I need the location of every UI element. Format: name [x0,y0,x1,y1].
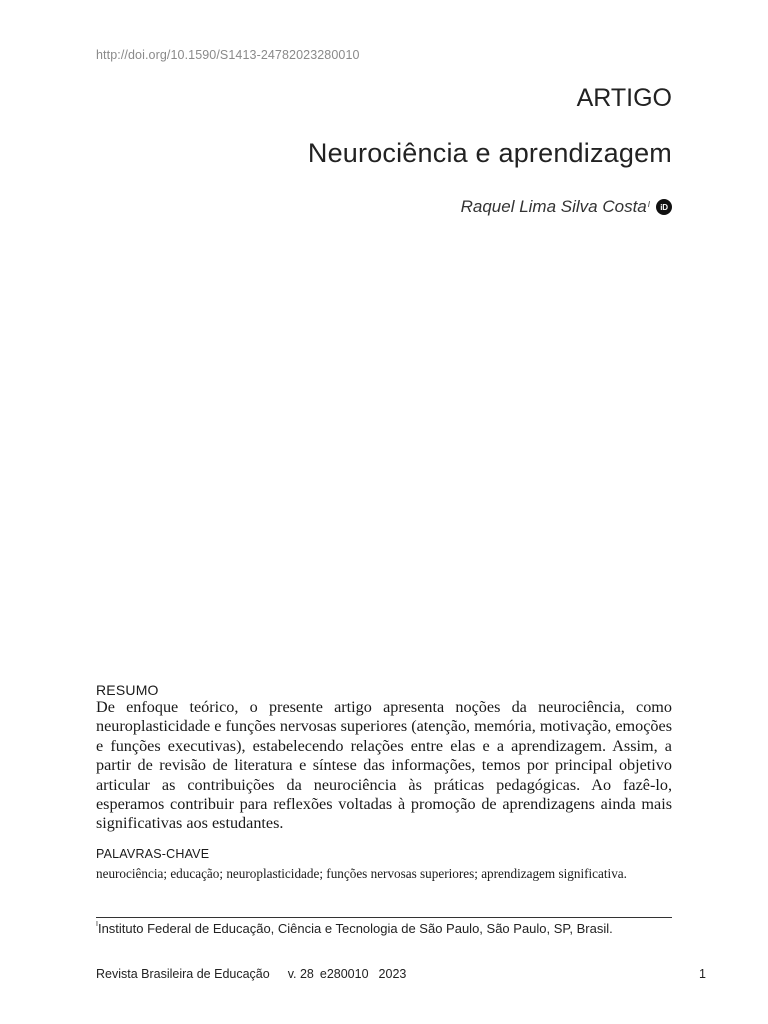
abstract-text: De enfoque teórico, o presente artigo apresenta noções da neurociência, como neuroplasticidade e funções nervosas superiores (atenção, memória, motivação, emoções e funções executivas), estabelecendo relações entre elas e a aprendizagem. Assim, a partir de revisão de literatura e síntese das informações, temos por principal objetivo articular as contribuições da neurociência às práticas pedagógicas. Ao fazê-lo, esperamos contribuir para reflexões voltadas à promoção de aprendizagens ainda mais significativas aos estudantes. [96,698,672,833]
footnote [96,921,613,936]
doi-link[interactable]: http://doi.org/10.1590/S1413-24782023280010 [96,48,360,62]
footnote-text: Instituto Federal de Educação, Ciência e Tecnologia de São Paulo, São Paulo, SP, Brasil. [97,921,613,936]
footer-journal-info [96,967,424,981]
footer-article-id: e280010 [319,967,369,981]
article-title: Neurociência e aprendizagem [307,138,672,168]
footer-volume: v. 28 [287,967,314,981]
footer-journal-name: Revista Brasileira de Educação [96,967,270,981]
orcid-icon[interactable]: iD [656,199,672,215]
abstract-label: RESUMO [96,682,159,698]
author-name: Raquel Lima Silva Costa [460,197,647,216]
keywords-text: neurociência; educação; neuroplasticidade; funções nervosas superiores; aprendizagem significativa. [96,866,627,881]
author-affiliation-mark: I [647,199,650,209]
keywords-label: PALAVRAS-CHAVE [96,847,210,861]
page-number: 1 [699,967,706,981]
footer-year: 2023 [378,967,407,981]
footnote-mark: I [96,920,98,928]
section-label: ARTIGO [576,84,672,112]
footnote-divider [96,917,672,918]
author-line [461,197,672,217]
